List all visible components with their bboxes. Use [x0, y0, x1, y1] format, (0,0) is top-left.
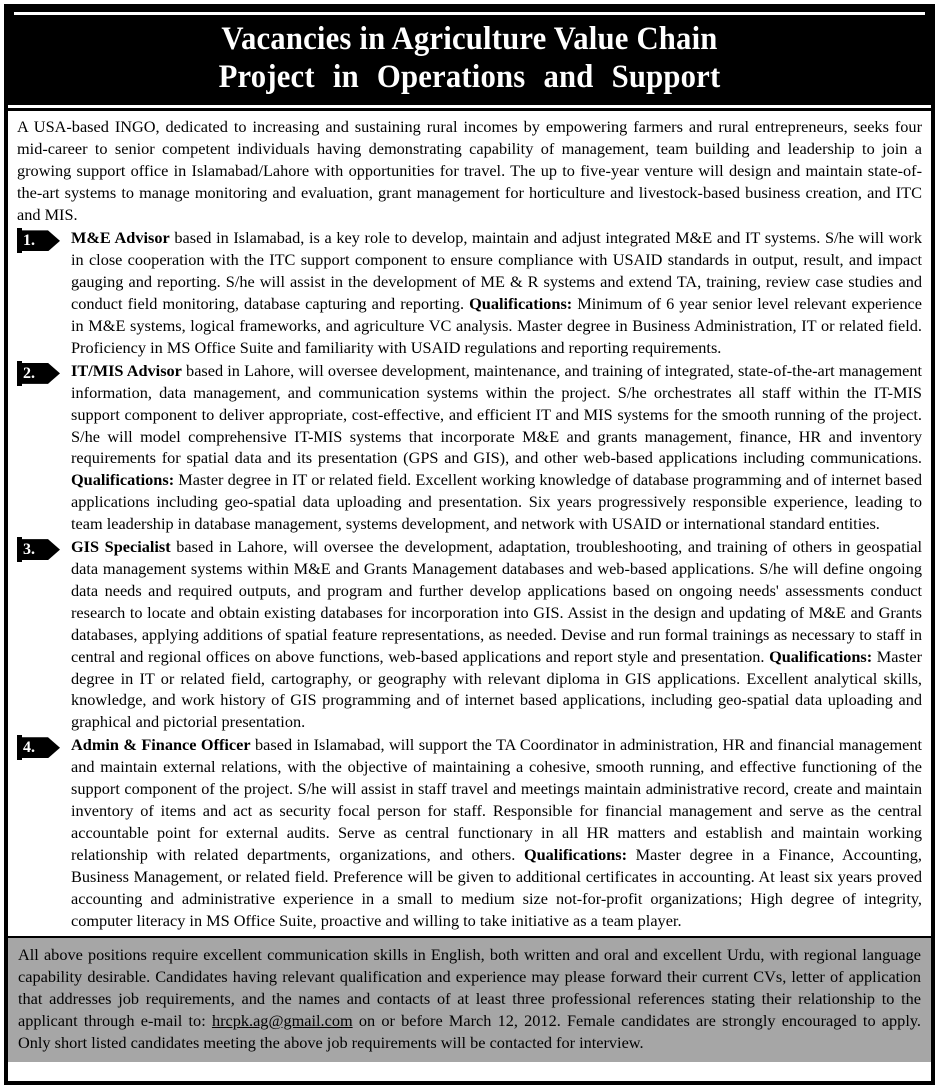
job-title: M&E Advisor	[71, 228, 170, 248]
job-title: Admin & Finance Officer	[71, 735, 251, 755]
qualifications-text: Master degree in a Finance, Accounting, Business Management, or related field. Preference will be given to additional certificates in accounting. At least six years proved accounting and administrative experience in a small to medium size not-for-profit organizations; High degree of integrity, computer literacy in MS Office Suite, proactive and willing to take initiative as a team player.	[71, 844, 922, 930]
job-description	[71, 227, 922, 358]
job-item	[17, 734, 922, 931]
job-title: IT/MIS Advisor	[71, 360, 182, 380]
job-number: 2.	[23, 364, 35, 382]
job-body: based in Islamabad, is a key role to develop, maintain and adjust integrated M&E and IT systems. S/he will work in close cooperation with the ITC support component to ensure compliance with USAID standards in output, result, and impact gauging and reporting. S/he will assist in the development of ME & R systems and extend TA, training, review case studies and conduct field monitoring, database capturing and reporting.	[71, 228, 922, 314]
job-body: based in Lahore, will oversee development, maintenance, and training of integrated, state-of-the-art management information, data management, and communication systems within the project. S/he orchestrates all staff within the IT-MIS support component to deliver appropriate, cost-effective, and efficient IT and MIS systems for the smooth running of the project. S/he will model comprehensive IT-MIS systems that incorporate M&E and grants management, finance, HR and inventory requirements for spatial data and its presentation (GPS and GIS), and other web-based applications including communications.	[71, 360, 922, 468]
footer-text-after-email: on or before March 12, 2012. Female candidates are strongly encouraged to apply. Only short listed candidates meeting the above job requirements will be contacted for interview.	[18, 1011, 921, 1053]
job-item	[17, 360, 922, 535]
qualifications-label: Qualifications:	[523, 844, 628, 864]
application-instructions-text	[18, 944, 921, 1054]
job-number: 4.	[23, 739, 35, 757]
advertisement-frame	[4, 4, 935, 1085]
qualifications-text: Master degree in IT or related field, cartography, or geography with relevant diploma in GIS applications. Excellent analytical skills, knowledge, and work history of GIS programming and of internet based applications, including geo-spatial data uploading and graphical and pictorial presentation.	[71, 646, 923, 732]
advertisement-body	[8, 108, 931, 1081]
job-description	[71, 734, 922, 931]
title-top-rule	[14, 12, 925, 15]
job-number: 1.	[23, 232, 35, 250]
job-description	[71, 536, 922, 733]
job-item	[17, 227, 922, 358]
job-body: based in Lahore, will oversee the development, adaptation, troubleshooting, and training of others in geospatial data management systems within M&E and Grants Management databases and web-based applications. S/he will define ongoing data needs and required outputs, and program and further develop applications based on ongoing needs' assessments conduct research to locate and obtain existing databases for incorporation into GIS. Assist in the design and updating of M&E and Grants databases, applying additions of spatial feature representations, as needed. Devise and run formal trainings as necessary to staff in central and regional offices on above functions, web-based applications and report style and presentation.	[71, 537, 922, 666]
contact-email-link[interactable]: hrcpk.ag@gmail.com	[211, 1011, 353, 1031]
page-title-line-1: Vacancies in Agriculture Value Chain	[221, 21, 718, 57]
title-banner	[8, 8, 931, 108]
job-item	[17, 536, 922, 733]
list-number-flag-icon	[17, 539, 63, 560]
qualifications-text: Master degree in IT or related field. Excellent working knowledge of database programming and of internet based applications including geo-spatial data uploading and presentation. Six years progressively responsible experience, leading to team leadership in database management, systems development, and network with USAID or international standard entities.	[71, 470, 922, 534]
list-number-flag-icon	[17, 363, 63, 384]
qualifications-label: Qualifications:	[71, 470, 175, 490]
qualifications-label: Qualifications:	[769, 646, 873, 666]
page-title-line-2: Project in Operations and Support	[218, 58, 721, 95]
qualifications-text: Minimum of 6 year senior level relevant experience in M&E systems, logical frameworks, and agriculture VC analysis. Master degree in Business Administration, IT or related field. Proficiency in MS Office Suite and familiarity with USAID regulations and reporting requirements.	[71, 294, 922, 357]
job-number: 3.	[23, 541, 35, 559]
list-number-flag-icon	[17, 737, 63, 758]
job-list	[17, 227, 922, 932]
footer-text-before-email: All above positions require excellent communication skills in English, both written and oral and excellent Urdu, with regional language capability desirable. Candidates having relevant qualification and experience may please forward their current CVs, letter of application that addresses job requirements, and the names and contacts of at least three professional references stating their relationship to the applicant through e-mail to:	[18, 945, 921, 1031]
job-description	[71, 360, 922, 535]
job-body: based in Islamabad, will support the TA Coordinator in administration, HR and financial management and maintain external relations, with the objective of maintaining a cohesive, smooth running, and effective functioning of the support component of the project. S/he will assist in staff travel and meetings maintain administrative record, create and maintain inventory of items and act as security focal person for staff. Responsible for financial management and serve as the central accountable point for external audits. Serve as central functionary in all HR matters and establish and maintain working relationship with related departments, organizations, and others.	[71, 735, 923, 864]
list-number-flag-icon	[17, 230, 63, 251]
intro-paragraph: A USA-based INGO, dedicated to increasing and sustaining rural incomes by empowering farmers and rural entrepreneurs, seeks four mid-career to senior competent individuals having demonstrating capability of management, team building and leadership to join a growing support office in Islamabad/Lahore with opportunities for travel. The up to five-year venture will design and maintain state-of-the-art systems to manage monitoring and evaluation, grant management for horticulture and livestock-based business creation, and ITC and MIS.	[17, 116, 922, 224]
job-title: GIS Specialist	[71, 537, 171, 557]
qualifications-label: Qualifications:	[469, 294, 573, 314]
application-instructions-block	[8, 936, 931, 1062]
